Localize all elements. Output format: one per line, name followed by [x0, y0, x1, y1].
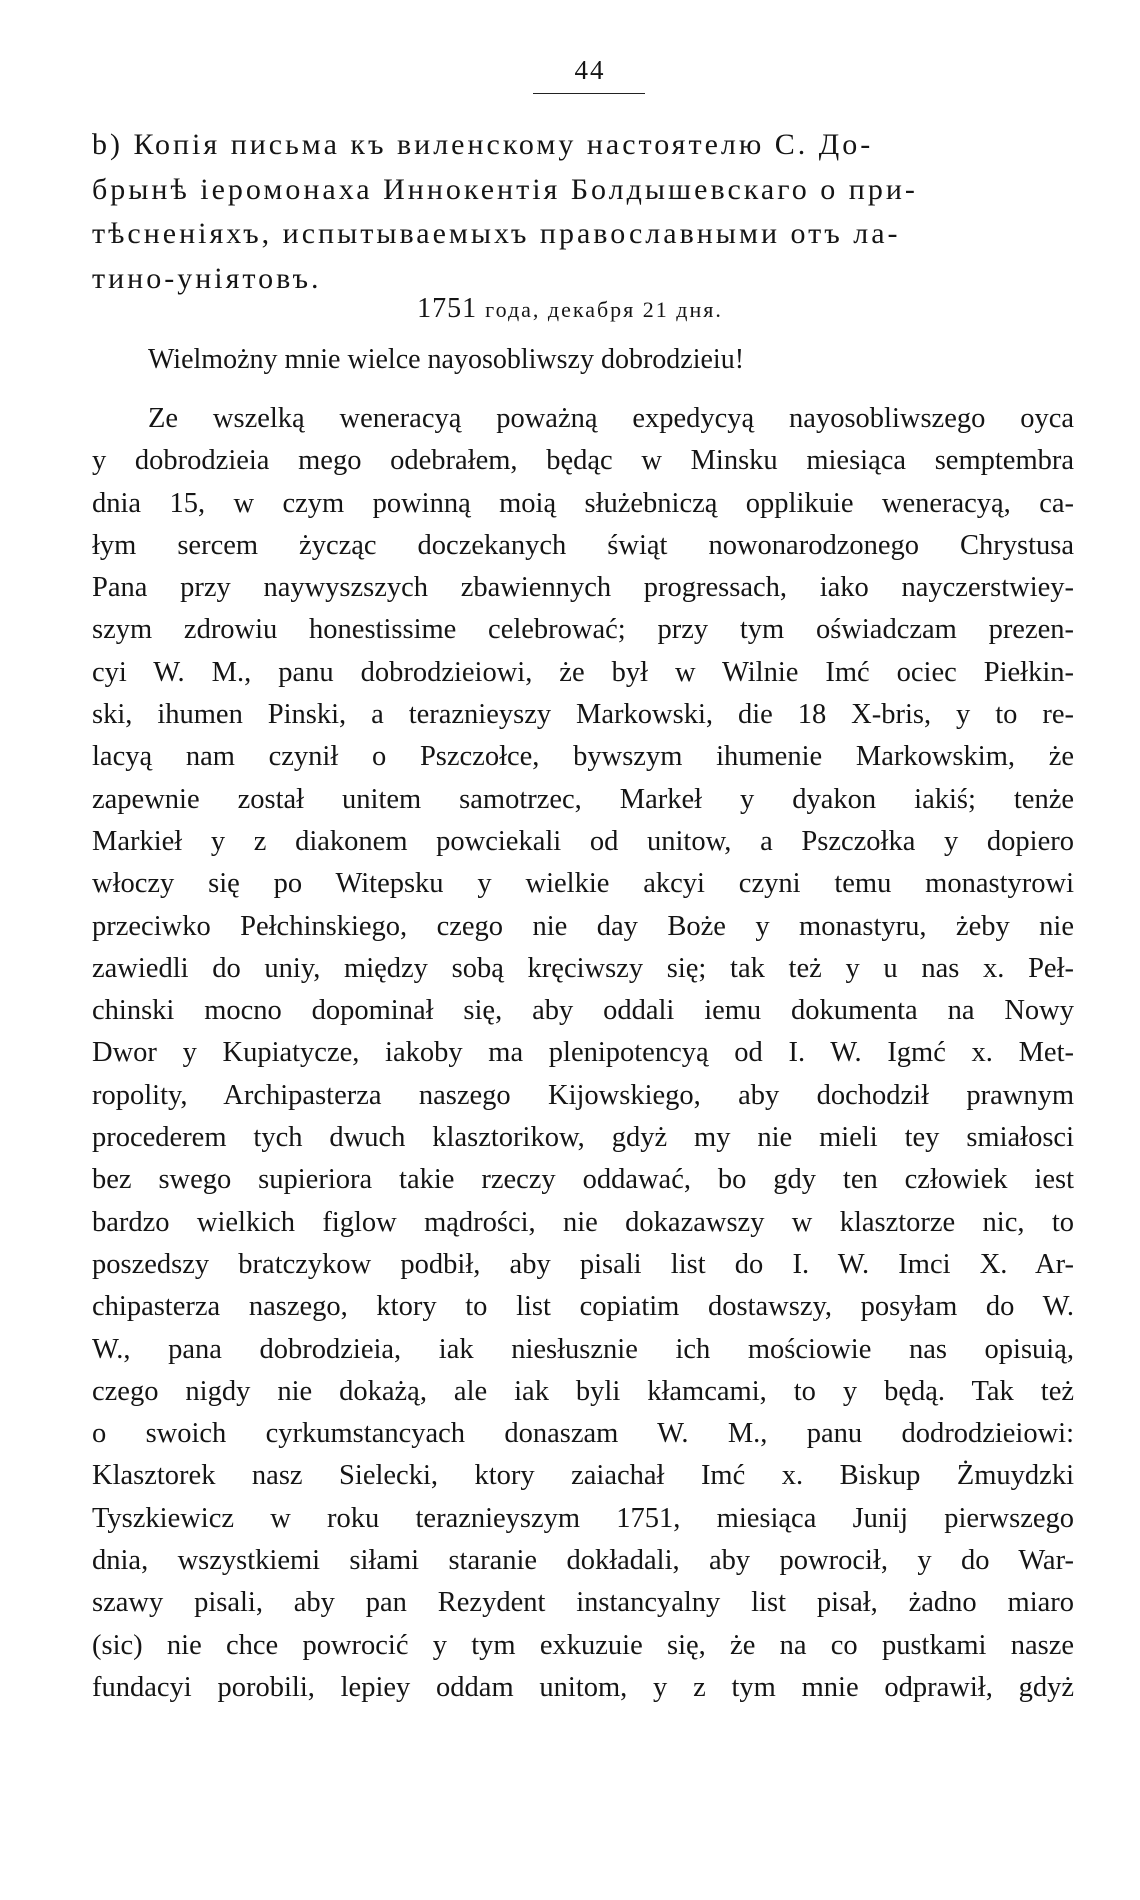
body-line: poszedszy bratczykow podbił, aby pisali list do I. W. Imci X. Ar- — [92, 1248, 1074, 1280]
body-line: Pana przy naywyszszych zbawiennych progressach, iako nayczerstwiey- — [92, 572, 1074, 604]
body-line: szym zdrowiu honestissime celebrować; przy tym oświadczam prezen- — [92, 614, 1074, 646]
page-number-rule — [533, 93, 645, 94]
date-line — [0, 293, 1140, 325]
body-line: bez swego supieriora takie rzeczy oddawać, bo gdy ten człowiek iest — [92, 1164, 1074, 1196]
body-line: czego nigdy nie dokażą, ale iak byli kłamcami, to y będą. Tak też — [92, 1375, 1074, 1407]
body-line: dnia, wszystkiemi siłami staranie dokładali, aby powrocił, y do War- — [92, 1545, 1074, 1577]
body-line: Tyszkiewicz w roku teraznieyszym 1751, miesiąca Junij pierwszego — [92, 1502, 1074, 1534]
date-year: 1751 — [417, 293, 478, 324]
body-line: włoczy się po Witepsku y wielkie akcyi czyni temu monastyrowi — [92, 868, 1074, 900]
body-line: Markieł y z diakonem powciekali od unitow, a Pszczołka y dopiero — [92, 825, 1074, 857]
date-text: года, декабря 21 дня. — [485, 297, 723, 322]
body-line: y dobrodzieia mego odebrałem, będąc w Minsku miesiąca semptembra — [92, 445, 1074, 477]
body-line: ropolity, Archipasterza naszego Kijowskiego, aby dochodził prawnym — [92, 1079, 1074, 1111]
body-line: szawy pisali, aby pan Rezydent instancyalny list pisał, żadno miaro — [92, 1587, 1074, 1619]
body-line: chipasterza naszego, ktory to list copiatim dostawszy, posyłam do W. — [92, 1291, 1074, 1323]
heading-line: брынѣ іеромонаха Иннокентія Болдышевскаго о при- — [92, 172, 918, 206]
body-line: o swoich cyrkumstancyach donaszam W. M., panu dodrodzieiowi: — [92, 1418, 1074, 1450]
page-number: 44 — [574, 55, 606, 85]
heading-line: тино-уніятовъ. — [92, 261, 322, 295]
document-heading — [92, 123, 1074, 301]
body-line: Dwor y Kupiatycze, iakoby ma plenipotencyą od I. W. Igmć x. Met- — [92, 1037, 1074, 1069]
body-line: lacyą nam czynił o Pszczołce, bywszym ihumenie Markowskim, że — [92, 741, 1074, 773]
body-line: procederem tych dwuch klasztorikow, gdyż my nie mieli tey smiałosci — [92, 1122, 1074, 1154]
body-line: łym sercem życząc doczekanych świąt nowonarodzonego Chrystusa — [92, 529, 1074, 561]
body-line: zapewnie został unitem samotrzec, Markeł y dyakon iakiś; tenże — [92, 783, 1074, 815]
body-line: bardzo wielkich figlow mądrości, nie dokazawszy w klasztorze nic, to — [92, 1206, 1074, 1238]
body-line: fundacyi porobili, lepiey oddam unitom, y z tym mnie odprawił, gdyż — [92, 1671, 1074, 1703]
body-line: ski, ihumen Pinski, a teraznieyszy Markowski, die 18 X-bris, y to re- — [92, 699, 1074, 731]
heading-line: тѣсненіяхъ, испытываемыхъ православными отъ ла- — [92, 217, 901, 250]
salutation: Wielmożny mnie wielce nayosobliwszy dobrodzieiu! — [148, 344, 745, 375]
body-line: Ze wszelką weneracyą poważną expedycyą nayosobliwszego oyca — [148, 403, 1074, 434]
body-line: zawiedli do uniy, między sobą kręciwszy się; tak też y u nas x. Peł- — [92, 952, 1074, 984]
body-line: (sic) nie chce powrocić y tym exkuzuie się, że na co pustkami nasze — [92, 1629, 1074, 1661]
body-line: cyi W. M., panu dobrodzieiowi, że był w Wilnie Imć ociec Piełkin- — [92, 656, 1074, 688]
body-line: przeciwko Pełchinskiego, czego nie day Boże y monastyru, żeby nie — [92, 910, 1074, 942]
body-line: W., pana dobrodzieia, iak niesłusznie ich mościowie nas opisuią, — [92, 1333, 1074, 1365]
letter-body — [92, 398, 1074, 1709]
body-line: chinski mocno dopominał się, aby oddali iemu dokumenta na Nowy — [92, 995, 1074, 1027]
heading-line: b) Копія письма къ виленскому настоятелю С. До- — [92, 128, 874, 161]
body-line: dnia 15, w czym powinną moią służebniczą opplikuie weneracyą, ca- — [92, 487, 1074, 519]
body-line: Klasztorek nasz Sielecki, ktory zaiachał Imć x. Biskup Żmuydzki — [92, 1460, 1074, 1492]
